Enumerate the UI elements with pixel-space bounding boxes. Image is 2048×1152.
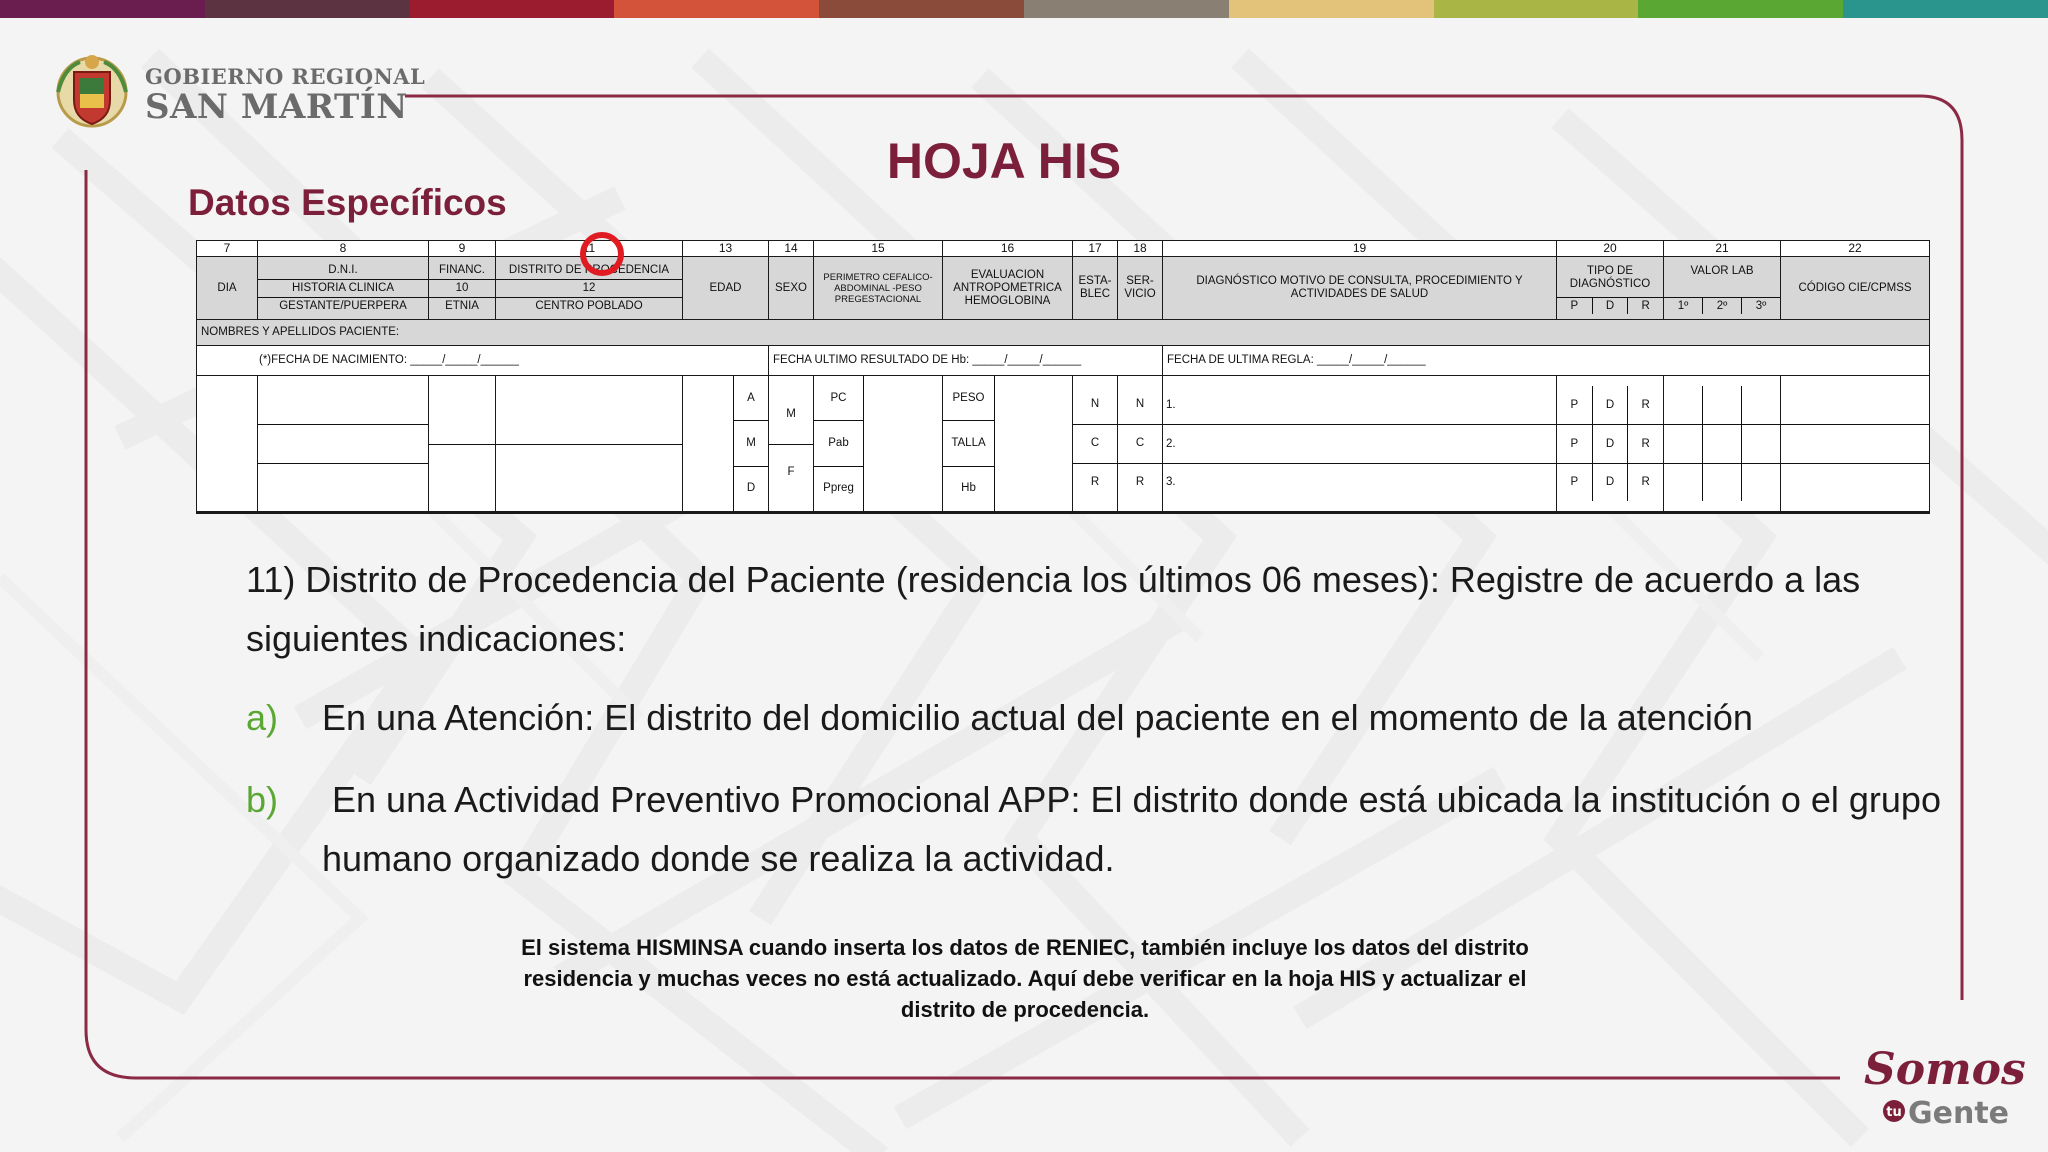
- evaluacion-cells: [943, 375, 1073, 512]
- sexo-m: M: [769, 386, 813, 445]
- codigo-cells: [1781, 375, 1930, 512]
- strip-segment: [1229, 0, 1434, 18]
- estab-n: N: [1073, 386, 1117, 425]
- fecha-hb: FECHA ULTIMO RESULTADO DE Hb: _____/_____/______: [769, 345, 1163, 375]
- fecha-nacimiento: (*)FECHA DE NACIMIENTO: _____/_____/______: [197, 345, 769, 375]
- serv-c: C: [1118, 425, 1162, 464]
- eval-talla: TALLA: [943, 421, 994, 466]
- list-text-b: En una Actividad Preventivo Promocional APP: El distrito donde está ubicada la institución o el grupo humano organizado donde se realiza la actividad.: [322, 779, 1951, 879]
- header-r: R: [1641, 300, 1650, 313]
- strip-segment: [1024, 0, 1229, 18]
- somos-tu-gente-logo: [1858, 1040, 2026, 1131]
- header-financ-num: 10: [429, 280, 495, 298]
- brand-gente: Gente: [1908, 1096, 2010, 1131]
- header-edad: EDAD: [683, 257, 769, 320]
- header-p: P: [1557, 298, 1593, 314]
- edad-cells: [683, 375, 769, 512]
- col-number: 18: [1118, 241, 1163, 257]
- sexo-cells: [769, 375, 814, 512]
- dni-cells: [258, 375, 429, 512]
- header-centro-poblado: CENTRO POBLADO: [535, 300, 643, 313]
- serv-r: R: [1135, 475, 1145, 488]
- estab-r: R: [1090, 475, 1100, 488]
- section-subtitle: Datos Específicos: [188, 182, 507, 223]
- header-distrito-num: 12: [496, 280, 682, 298]
- edad-unit-d: D: [746, 482, 756, 495]
- list-marker-b: b): [246, 779, 279, 820]
- header-tipo-diag: TIPO DE DIAGNÓSTICO: [1557, 262, 1663, 298]
- pdr-d: D: [1593, 425, 1629, 463]
- diag-row-1: 1.: [1163, 386, 1556, 425]
- strip-segment: [1638, 0, 1843, 18]
- diag-row-2: 2.: [1163, 425, 1556, 464]
- fecha-regla: FECHA DE ULTIMA REGLA: _____/_____/______: [1163, 345, 1930, 375]
- edad-units: [734, 376, 768, 511]
- header-pdr-row: [1557, 298, 1663, 314]
- pdr-d: D: [1593, 386, 1629, 424]
- pdr-p: P: [1557, 464, 1593, 501]
- header-etnia: ETNIA: [445, 300, 479, 313]
- col-number: 15: [814, 241, 943, 257]
- pdr-r: R: [1641, 398, 1650, 411]
- servicio-cells: [1118, 375, 1163, 512]
- header-servicio: SER-VICIO: [1118, 257, 1163, 320]
- logo-line2: SAN MARTÍN: [145, 87, 408, 127]
- header-diagnostico: DIAGNÓSTICO MOTIVO DE CONSULTA, PROCEDIMIENTO Y ACTIVIDADES DE SALUD: [1163, 257, 1557, 320]
- brand-tu: tu: [1886, 1105, 1902, 1120]
- header-estab: ESTA-BLEC: [1073, 257, 1118, 320]
- col-number: 8: [258, 241, 429, 257]
- header-dia: DIA: [197, 257, 258, 320]
- pdr-d: D: [1593, 464, 1629, 501]
- pdr-r: R: [1641, 437, 1650, 450]
- header-lab-3: 3º: [1755, 300, 1767, 313]
- top-color-strip: [0, 0, 2048, 18]
- header-distrito: DISTRITO DE PROCEDENCIA: [496, 262, 682, 280]
- pdr-p: P: [1557, 386, 1593, 424]
- header-lab-1: 1º: [1664, 298, 1703, 314]
- estab-cells: [1073, 375, 1118, 512]
- eval-hb: Hb: [961, 482, 976, 495]
- header-historia-clinica: HISTORIA CLINICA: [258, 280, 428, 298]
- note-text: El sistema HISMINSA cuando inserta los datos de RENIEC, también incluye los datos del distrito residencia y muchas veces no está actualizado. Aquí debe verificar en la hoja HIS y actualizar el distrito de procedencia.: [521, 935, 1529, 1022]
- brand-somos: Somos: [1864, 1044, 2026, 1095]
- eval-peso: PESO: [943, 376, 994, 421]
- financ-cells: [429, 375, 496, 512]
- tipo-diag-cells: [1557, 375, 1664, 512]
- strip-segment: [614, 0, 819, 18]
- col-number: 14: [769, 241, 814, 257]
- col-number: 22: [1781, 241, 1930, 257]
- col-number: 21: [1664, 241, 1781, 257]
- highlight-circle: [580, 232, 624, 276]
- header-perimetro: PERIMETRO CEFALICO-ABDOMINAL -PESO PREGESTACIONAL: [814, 257, 943, 320]
- col-number: 11: [496, 241, 683, 257]
- header-tipo-diag-group: [1557, 257, 1664, 320]
- edad-unit-m: M: [734, 421, 768, 466]
- col-number: 20: [1557, 241, 1664, 257]
- strip-segment: [0, 0, 205, 18]
- diagnostico-cells: [1163, 375, 1557, 512]
- header-d: D: [1593, 298, 1629, 314]
- perim-pab: Pab: [814, 421, 863, 466]
- col-number: 13: [683, 241, 769, 257]
- perim-ppreg: Ppreg: [823, 482, 854, 495]
- perim-pc: PC: [814, 376, 863, 421]
- coat-of-arms-icon: [52, 48, 132, 134]
- sexo-f: F: [787, 466, 795, 479]
- nombres-row: NOMBRES Y APELLIDOS PACIENTE:: [197, 320, 1930, 346]
- strip-segment: [1434, 0, 1639, 18]
- header-financ-group: [429, 257, 496, 320]
- header-dni: D.N.I.: [258, 262, 428, 280]
- col-number: 7: [197, 241, 258, 257]
- paragraph-11: 11) Distrito de Procedencia del Paciente (residencia los últimos 06 meses): Registre de acuerdo a las siguientes indicaciones:: [246, 559, 1861, 659]
- edad-unit-a: A: [734, 376, 768, 421]
- header-gestante: GESTANTE/PUERPERA: [279, 300, 407, 313]
- header-valor-lab-group: [1664, 257, 1781, 320]
- estab-c: C: [1073, 425, 1117, 464]
- strip-segment: [410, 0, 615, 18]
- page-title-text: HOJA HIS: [886, 133, 1122, 189]
- col-number: 9: [429, 241, 496, 257]
- header-codigo: CÓDIGO CIE/CPMSS: [1781, 257, 1930, 320]
- valor-lab-cells: [1664, 375, 1781, 512]
- col-number: 19: [1163, 241, 1557, 257]
- perimetro-cells: [814, 375, 943, 512]
- strip-segment: [1843, 0, 2048, 18]
- serv-n: N: [1118, 386, 1162, 425]
- list-marker-a: a): [246, 697, 279, 738]
- diag-row-3: 3.: [1166, 475, 1176, 488]
- header-evaluacion: EVALUACION ANTROPOMETRICA HEMOGLOBINA: [943, 257, 1073, 320]
- col-number: 17: [1073, 241, 1118, 257]
- distrito-cells: [496, 375, 683, 512]
- his-form-image: [196, 240, 1929, 514]
- dia-cell: [197, 375, 258, 512]
- pdr-r: R: [1641, 475, 1650, 488]
- header-financ: FINANC.: [429, 262, 495, 280]
- list-text-a: En una Atención: El distrito del domicilio actual del paciente en el momento de la atención: [322, 697, 1753, 738]
- strip-segment: [819, 0, 1024, 18]
- his-form-table: [196, 240, 1930, 514]
- pdr-p: P: [1557, 425, 1593, 463]
- col-number: 16: [943, 241, 1073, 257]
- header-valor-lab: VALOR LAB: [1664, 262, 1780, 298]
- logo-text: [145, 64, 425, 125]
- header-dni-group: [258, 257, 429, 320]
- logo-line1: GOBIERNO REGIONAL: [145, 64, 426, 89]
- strip-segment: [205, 0, 410, 18]
- header-lab-row: [1664, 298, 1780, 314]
- header-lab-2: 2º: [1703, 298, 1742, 314]
- header-sexo: SEXO: [769, 257, 814, 320]
